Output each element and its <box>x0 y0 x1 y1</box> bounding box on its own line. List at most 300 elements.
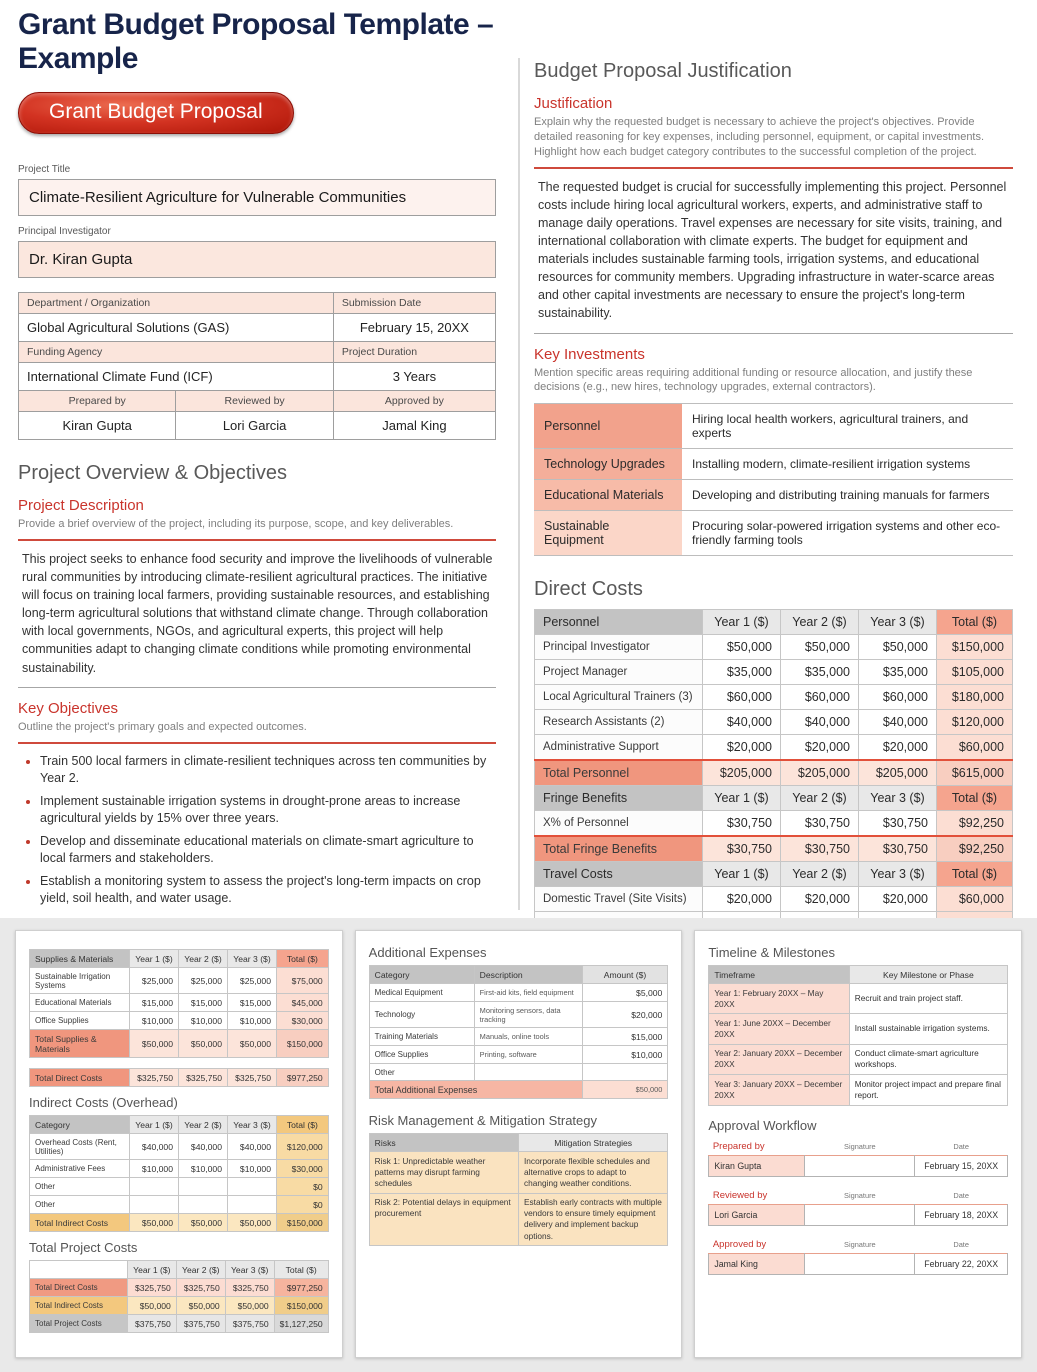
table-cell: First-aid kits, field equipment <box>474 984 582 1002</box>
table-cell: $375,750 <box>225 1315 274 1333</box>
table-cell: Local Agricultural Trainers (3) <box>535 685 703 710</box>
year3-header: Year 3 ($) <box>859 862 937 887</box>
project-title-label: Project Title <box>18 164 71 175</box>
section-label: Fringe Benefits <box>535 786 703 811</box>
signature-field[interactable] <box>805 1155 915 1176</box>
signature-label: Signature <box>844 1190 876 1200</box>
bottom-section <box>0 918 1037 1372</box>
table-cell: Other <box>30 1178 130 1196</box>
right-column <box>518 0 1037 918</box>
total-value: $325,750 <box>228 1069 277 1087</box>
section-label: Travel Costs <box>535 862 703 887</box>
total-value: $30,750 <box>859 836 937 862</box>
table-cell: $40,000 <box>130 1134 179 1160</box>
table-cell <box>179 1196 228 1214</box>
table-cell: $45,000 <box>277 994 329 1012</box>
total-value: $150,000 <box>277 1214 329 1232</box>
approver-name: Kiran Gupta <box>709 1155 805 1176</box>
total-value: $325,750 <box>179 1069 228 1087</box>
column-divider <box>518 58 520 910</box>
table-cell: $40,000 <box>179 1134 228 1160</box>
table-cell: $50,000 <box>859 635 937 660</box>
table-cell: $15,000 <box>582 1028 668 1046</box>
table-cell: Risk 1: Unpredictable weather patterns may disrupt farming schedules <box>369 1152 518 1194</box>
supplies-table <box>29 949 329 1058</box>
table-cell: Office Supplies <box>30 1012 130 1030</box>
table-cell: $375,750 <box>176 1315 225 1333</box>
table-cell: Year 1: February 20XX – May 20XX <box>709 984 849 1014</box>
table-row <box>709 984 1008 1014</box>
table-cell: Overhead Costs (Rent, Utilities) <box>30 1134 130 1160</box>
table-row <box>369 984 668 1002</box>
objective-item: • Implement sustainable irrigation systems in drought-prone areas to increase agricultural yields by 15% over three years. <box>40 793 496 828</box>
table-cell: $10,000 <box>179 1012 228 1030</box>
category-header: Category <box>369 966 474 984</box>
table-cell: $120,000 <box>937 710 1013 735</box>
table-row <box>369 1028 668 1046</box>
table-cell: $325,750 <box>225 1279 274 1297</box>
dept-label: Department / Organization <box>19 293 334 314</box>
table-cell: $5,000 <box>582 984 668 1002</box>
table-row <box>369 1064 668 1081</box>
table-row <box>30 968 329 994</box>
table-cell: $20,000 <box>859 735 937 761</box>
table-cell: Total Project Costs <box>30 1315 128 1333</box>
table-cell: Installing modern, climate-resilient irrigation systems <box>682 449 1013 480</box>
table-cell: $40,000 <box>228 1134 277 1160</box>
table-cell: Other <box>30 1196 130 1214</box>
table-row <box>369 1046 668 1064</box>
year2-header: Year 2 ($) <box>179 950 228 968</box>
mitigation-header: Mitigation Strategies <box>519 1134 668 1152</box>
total-label: Total Direct Costs <box>30 1069 130 1087</box>
total-value: $50,000 <box>179 1214 228 1232</box>
table-cell: Incorporate flexible schedules and alternative crops to adapt to changing weather conditions. <box>519 1152 668 1194</box>
year3-header: Year 3 ($) <box>228 1116 277 1134</box>
table-cell: $120,000 <box>277 1134 329 1160</box>
additional-expenses-heading: Additional Expenses <box>368 945 487 960</box>
table-cell: $150,000 <box>274 1297 328 1315</box>
year3-header: Year 3 ($) <box>228 950 277 968</box>
table-row <box>535 887 1013 912</box>
rule <box>18 742 496 744</box>
table-cell <box>474 1064 582 1081</box>
approval-data-row <box>709 1204 1008 1225</box>
table-row <box>30 1134 329 1160</box>
total-value: $50,000 <box>179 1030 228 1058</box>
principal-investigator-label: Principal Investigator <box>18 226 111 237</box>
risk-table <box>369 1133 669 1246</box>
table-cell <box>228 1196 277 1214</box>
total-value: $325,750 <box>130 1069 179 1087</box>
table-cell: Principal Investigator <box>535 635 703 660</box>
project-info-table <box>18 292 496 440</box>
total-value: $205,000 <box>781 760 859 786</box>
table-cell: $15,000 <box>179 994 228 1012</box>
rule <box>18 687 496 688</box>
table-row <box>30 1279 329 1297</box>
principal-investigator-field[interactable]: Dr. Kiran Gupta <box>18 241 496 278</box>
table-cell: $50,000 <box>703 635 781 660</box>
year1-header: Year 1 ($) <box>127 1261 176 1279</box>
table-cell: $60,000 <box>937 887 1013 912</box>
table-cell: Manuals, online tools <box>474 1028 582 1046</box>
table-cell: $20,000 <box>703 735 781 761</box>
table-row <box>369 1193 668 1246</box>
prepared-value: Kiran Gupta <box>19 412 176 440</box>
table-cell: $180,000 <box>937 685 1013 710</box>
table-cell: $60,000 <box>703 685 781 710</box>
timeframe-header: Timeframe <box>709 966 849 984</box>
table-cell: $30,750 <box>781 811 859 837</box>
approval-header-row <box>709 1187 1008 1205</box>
year3-header: Year 3 ($) <box>859 610 937 635</box>
tp-header-row <box>30 1261 329 1279</box>
table-cell: $10,000 <box>228 1012 277 1030</box>
year1-header: Year 1 ($) <box>703 610 781 635</box>
date-label: Date <box>953 1239 969 1249</box>
table-cell <box>130 1196 179 1214</box>
fringe-header-row <box>535 786 1013 811</box>
table-row <box>30 1297 329 1315</box>
table-cell: Developing and distributing training manuals for farmers <box>682 480 1013 511</box>
timeline-approval-card <box>694 930 1022 1358</box>
table-row <box>534 449 1013 480</box>
project-title-field[interactable]: Climate-Resilient Agriculture for Vulnerable Communities <box>18 179 496 216</box>
left-column <box>0 0 518 918</box>
table-cell: $40,000 <box>703 710 781 735</box>
objectives-hint: Outline the project's primary goals and expected outcomes. <box>18 720 307 733</box>
table-row <box>535 685 1013 710</box>
total-value: $205,000 <box>859 760 937 786</box>
table-cell: $977,250 <box>274 1279 328 1297</box>
total-header: Total ($) <box>937 862 1013 887</box>
table-cell <box>179 1178 228 1196</box>
duration-value: 3 Years <box>333 363 495 391</box>
table-cell: $10,000 <box>130 1160 179 1178</box>
total-additional-row <box>369 1081 668 1099</box>
empty-header <box>30 1261 128 1279</box>
objectives-heading: Key Objectives <box>18 699 119 717</box>
table-cell <box>130 1178 179 1196</box>
year2-header: Year 2 ($) <box>781 610 859 635</box>
table-cell: Research Assistants (2) <box>535 710 703 735</box>
table-row <box>30 994 329 1012</box>
justification-heading: Budget Proposal Justification <box>534 60 792 82</box>
title-badge: Grant Budget Proposal <box>18 92 294 134</box>
approval-block-reviewed <box>708 1187 1008 1226</box>
rule <box>534 333 1013 334</box>
table-row <box>30 1178 329 1196</box>
year2-header: Year 2 ($) <box>179 1116 228 1134</box>
date-label: Date <box>953 1141 969 1151</box>
table-cell: Year 3: January 20XX – December 20XX <box>709 1075 849 1105</box>
total-personnel-row <box>535 760 1013 786</box>
table-cell: $60,000 <box>859 685 937 710</box>
approval-header-row <box>709 1138 1008 1156</box>
table-cell: $30,000 <box>277 1012 329 1030</box>
additional-header-row <box>369 966 668 984</box>
section-label: Category <box>30 1116 130 1134</box>
timeline-heading: Timeline & Milestones <box>708 945 836 960</box>
objective-item: • Develop and disseminate educational materials on climate-smart agriculture to local farmers and stakeholders. <box>40 833 496 868</box>
table-cell: $10,000 <box>228 1160 277 1178</box>
table-cell: $1,127,250 <box>274 1315 328 1333</box>
total-supplies-row <box>30 1030 329 1058</box>
table-row <box>709 1044 1008 1074</box>
year1-header: Year 1 ($) <box>703 786 781 811</box>
indirect-costs-heading: Indirect Costs (Overhead) <box>29 1095 178 1110</box>
submission-value: February 15, 20XX <box>333 314 495 342</box>
year2-header: Year 2 ($) <box>781 862 859 887</box>
table-cell: $325,750 <box>176 1279 225 1297</box>
section-label: Supplies & Materials <box>30 950 130 968</box>
description-heading: Project Description <box>18 497 144 514</box>
table-cell: $75,000 <box>277 968 329 994</box>
table-cell: $25,000 <box>130 968 179 994</box>
table-cell: Recruit and train project staff. <box>849 984 1007 1014</box>
table-cell: Administrative Fees <box>30 1160 130 1178</box>
table-cell: $105,000 <box>937 660 1013 685</box>
table-cell <box>582 1064 668 1081</box>
table-cell: $25,000 <box>228 968 277 994</box>
year1-header: Year 1 ($) <box>703 862 781 887</box>
total-value: $50,000 <box>228 1214 277 1232</box>
personnel-header-row <box>535 610 1013 635</box>
table-row <box>369 1002 668 1028</box>
table-row <box>535 635 1013 660</box>
total-value: $615,000 <box>937 760 1013 786</box>
submission-label: Submission Date <box>333 293 495 314</box>
total-value: $92,250 <box>937 836 1013 862</box>
table-cell: $40,000 <box>859 710 937 735</box>
table-cell: Sustainable Irrigation Systems <box>30 968 130 994</box>
reviewed-value: Lori Garcia <box>176 412 333 440</box>
signature-field[interactable] <box>805 1253 915 1274</box>
table-row <box>19 293 496 314</box>
total-header: Total ($) <box>277 1116 329 1134</box>
table-cell: $60,000 <box>781 685 859 710</box>
table-row <box>535 735 1013 761</box>
total-label: Total Additional Expenses <box>369 1081 582 1099</box>
year3-header: Year 3 ($) <box>225 1261 274 1279</box>
objective-item: • Train 500 local farmers in climate-resilient techniques across ten communities by Year 2. <box>40 753 496 788</box>
table-cell: $20,000 <box>582 1002 668 1028</box>
risk-heading: Risk Management & Mitigation Strategy <box>368 1113 597 1128</box>
milestone-header: Key Milestone or Phase <box>849 966 1007 984</box>
table-row <box>19 314 496 342</box>
total-value: $205,000 <box>703 760 781 786</box>
table-cell: $30,750 <box>703 811 781 837</box>
table-row <box>535 660 1013 685</box>
description-header: Description <box>474 966 582 984</box>
approver-name: Jamal King <box>709 1253 805 1274</box>
costs-summary-card <box>15 930 343 1358</box>
table-row <box>30 1012 329 1030</box>
dept-value: Global Agricultural Solutions (GAS) <box>19 314 334 342</box>
prepared-label: Prepared by <box>19 391 176 412</box>
table-cell: Medical Equipment <box>369 984 474 1002</box>
date-label: Date <box>953 1190 969 1200</box>
table-cell: $10,000 <box>582 1046 668 1064</box>
table-cell: Total Indirect Costs <box>30 1297 128 1315</box>
table-cell: Year 2: January 20XX – December 20XX <box>709 1044 849 1074</box>
table-row <box>19 412 496 440</box>
indirect-costs-table <box>29 1115 329 1232</box>
role-label: Approved by <box>712 1238 767 1250</box>
table-cell: Monitoring sensors, data tracking <box>474 1002 582 1028</box>
timeline-table <box>708 965 1008 1106</box>
total-value: $30,750 <box>703 836 781 862</box>
agency-value: International Climate Fund (ICF) <box>19 363 334 391</box>
total-value: $977,250 <box>277 1069 329 1087</box>
total-direct-costs-row <box>30 1069 329 1087</box>
year1-header: Year 1 ($) <box>130 950 179 968</box>
approval-date: February 22, 20XX <box>915 1253 1008 1274</box>
total-value: $50,000 <box>582 1081 668 1099</box>
table-cell: $375,750 <box>127 1315 176 1333</box>
approval-block-prepared <box>708 1138 1008 1177</box>
approval-data-row <box>709 1253 1008 1274</box>
table-row <box>19 363 496 391</box>
table-cell: $40,000 <box>781 710 859 735</box>
table-cell: $50,000 <box>781 635 859 660</box>
table-row <box>709 1014 1008 1044</box>
table-row <box>30 1160 329 1178</box>
section-label: Personnel <box>535 610 703 635</box>
rule <box>18 539 496 541</box>
table-cell: $92,250 <box>937 811 1013 837</box>
rule <box>534 167 1013 169</box>
table-cell: $50,000 <box>225 1297 274 1315</box>
table-cell: $30,750 <box>859 811 937 837</box>
table-cell: $10,000 <box>130 1012 179 1030</box>
approved-label: Approved by <box>333 391 495 412</box>
total-label: Total Indirect Costs <box>30 1214 130 1232</box>
direct-costs-heading: Direct Costs <box>534 578 643 601</box>
indirect-header-row <box>30 1116 329 1134</box>
table-row <box>535 710 1013 735</box>
table-row <box>535 811 1013 837</box>
timeline-header-row <box>709 966 1008 984</box>
table-cell: Total Direct Costs <box>30 1279 128 1297</box>
approval-date: February 18, 20XX <box>915 1204 1008 1225</box>
total-header: Total ($) <box>274 1261 328 1279</box>
total-project-costs-heading: Total Project Costs <box>29 1240 138 1255</box>
table-cell: Domestic Travel (Site Visits) <box>535 887 703 912</box>
signature-field[interactable] <box>805 1204 915 1225</box>
table-cell: $20,000 <box>703 887 781 912</box>
table-cell: Educational Materials <box>30 994 130 1012</box>
approval-heading: Approval Workflow <box>708 1117 817 1133</box>
approval-block-approved <box>708 1236 1008 1275</box>
table-cell: $60,000 <box>937 735 1013 761</box>
table-cell: X% of Personnel <box>535 811 703 837</box>
signature-label: Signature <box>844 1239 876 1249</box>
table-cell: $35,000 <box>781 660 859 685</box>
table-cell: $0 <box>277 1178 329 1196</box>
year3-header: Year 3 ($) <box>859 786 937 811</box>
approval-date: February 15, 20XX <box>915 1155 1008 1176</box>
key-investments-heading: Key Investments <box>534 345 645 363</box>
reviewed-label: Reviewed by <box>176 391 333 412</box>
table-cell: $35,000 <box>703 660 781 685</box>
total-label: Total Personnel <box>535 760 703 786</box>
table-cell: $325,750 <box>127 1279 176 1297</box>
table-cell: Project Manager <box>535 660 703 685</box>
justification-body: The requested budget is crucial for successfully implementing this project. Personnel costs include hiring local agricultural workers, experts, and administrative staff to manage daily operations. Travel expenses are necessary for site visits, training, and international collaboration with climate experts. The budget for equipment and materials includes sustainable farming tools, irrigation systems, and educational resources for community members. Upgrading infrastructure in water-scarce areas and other capital investments are necessary to ensure the project's long-term sustainability. <box>538 179 1007 321</box>
year1-header: Year 1 ($) <box>130 1116 179 1134</box>
table-cell: $15,000 <box>228 994 277 1012</box>
table-cell: $35,000 <box>859 660 937 685</box>
approver-name: Lori Garcia <box>709 1204 805 1225</box>
total-project-costs-table <box>29 1260 329 1333</box>
agency-label: Funding Agency <box>19 342 334 363</box>
table-cell: $15,000 <box>130 994 179 1012</box>
overview-heading: Project Overview & Objectives <box>18 462 287 484</box>
table-cell: $0 <box>277 1196 329 1214</box>
table-cell: Technology Upgrades <box>534 449 682 480</box>
table-row <box>369 1152 668 1194</box>
table-row <box>30 1315 329 1333</box>
total-label: Total Fringe Benefits <box>535 836 703 862</box>
total-value: $30,750 <box>781 836 859 862</box>
table-cell: $10,000 <box>179 1160 228 1178</box>
total-value: $50,000 <box>130 1214 179 1232</box>
table-cell: Technology <box>369 1002 474 1028</box>
table-row <box>30 1196 329 1214</box>
table-row <box>534 480 1013 511</box>
table-row <box>534 511 1013 556</box>
justification-subheading: Justification <box>534 95 613 112</box>
role-label: Prepared by <box>712 1140 765 1152</box>
total-indirect-row <box>30 1214 329 1232</box>
table-cell: Install sustainable irrigation systems. <box>849 1014 1007 1044</box>
description-hint: Provide a brief overview of the project, including its purpose, scope, and key deliverables. <box>18 518 454 530</box>
year2-header: Year 2 ($) <box>176 1261 225 1279</box>
table-cell: Hiring local health workers, agricultural trainers, and experts <box>682 404 1013 449</box>
supplies-header-row <box>30 950 329 968</box>
table-cell: $25,000 <box>179 968 228 994</box>
signature-label: Signature <box>844 1141 876 1151</box>
table-cell: Procuring solar-powered irrigation systems and other eco-friendly farming tools <box>682 511 1013 556</box>
description-body: This project seeks to enhance food security and improve the livelihoods of vulnerable rural communities by introducing climate-resilient agricultural practices. The initiative will focus on training local farmers, providing sustainable resources, and establishing long-term agricultural solutions that withstand climate change. Through collaboration with local governments, NGOs, and agricultural experts, this project will help communities adapt to changing climate conditions while promoting environmental sustainability. <box>22 551 493 675</box>
table-cell: Conduct climate-smart agriculture workshops. <box>849 1044 1007 1074</box>
risk-header-row <box>369 1134 668 1152</box>
total-label: Total Supplies & Materials <box>30 1030 130 1058</box>
table-cell: Monitor project impact and prepare final report. <box>849 1075 1007 1105</box>
table-cell: Year 1: June 20XX – December 20XX <box>709 1014 849 1044</box>
table-cell <box>228 1178 277 1196</box>
total-header: Total ($) <box>277 950 329 968</box>
table-row <box>19 391 496 412</box>
table-cell: $20,000 <box>859 887 937 912</box>
table-cell: $20,000 <box>781 735 859 761</box>
total-value: $50,000 <box>228 1030 277 1058</box>
table-row <box>534 404 1013 449</box>
approval-header-row <box>709 1236 1008 1254</box>
expenses-risks-card <box>355 930 683 1358</box>
key-investments-table <box>534 403 1013 556</box>
amount-header: Amount ($) <box>582 966 668 984</box>
table-cell: Personnel <box>534 404 682 449</box>
total-value: $50,000 <box>130 1030 179 1058</box>
table-cell: Other <box>369 1064 474 1081</box>
risks-header: Risks <box>369 1134 518 1152</box>
table-row <box>709 1075 1008 1105</box>
total-direct-costs-table <box>29 1068 329 1087</box>
table-cell: Risk 2: Potential delays in equipment procurement <box>369 1193 518 1246</box>
